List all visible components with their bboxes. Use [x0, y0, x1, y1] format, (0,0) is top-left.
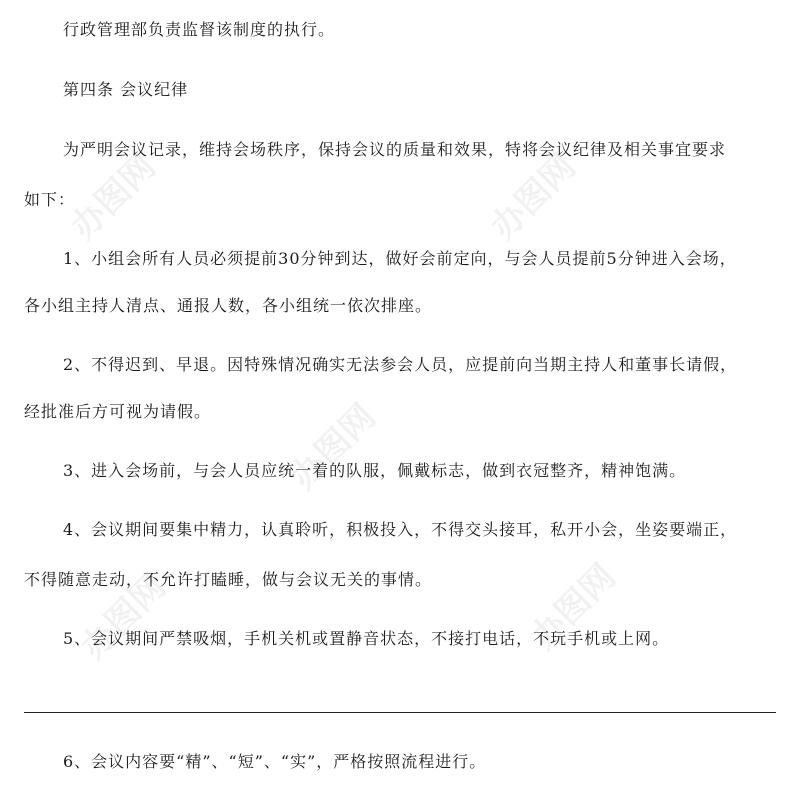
watermark: 办图网 — [483, 146, 584, 248]
watermark: 办图网 — [523, 556, 624, 658]
item-1-line2: 各小组主持人清点、通报人数，各小组统一依次排座。 — [24, 296, 433, 315]
item-4-line1: 4、会议期间要集中精力，认真聆听，积极投入，不得交头接耳，私开小会，坐姿要端正， — [63, 520, 738, 539]
item-5-line1: 5、会议期间严禁吸烟，手机关机或置静音状态，不接打电话，不玩手机或上网。 — [63, 629, 670, 648]
intro-line: 行政管理部负责监督该制度的执行。 — [63, 20, 336, 39]
item-2-line2: 经批准后方可视为请假。 — [24, 402, 212, 421]
item-6-line1: 6、会议内容要“精”、“短”、“实”，严格按照流程进行。 — [63, 752, 487, 771]
watermark: 办图网 — [283, 396, 384, 498]
paragraph-intro-line1: 为严明会议记录，维持会场秩序，保持会议的质量和效果，特将会议纪律及相关事宜要求 — [63, 140, 727, 159]
paragraph-intro-line2: 如下： — [24, 190, 76, 209]
item-4-line2: 不得随意走动，不允许打瞌睡，做与会议无关的事情。 — [24, 570, 433, 589]
item-1-line1: 1、小组会所有人员必须提前30分钟到达，做好会前定向，与会人员提前5分钟进入会场， — [63, 249, 737, 268]
page-divider — [24, 712, 776, 713]
watermark: 办图网 — [73, 566, 174, 668]
watermark: 办图网 — [63, 146, 164, 248]
item-2-line1: 2、不得迟到、早退。因特殊情况确实无法参会人员，应提前向当期主持人和董事长请假， — [63, 355, 738, 374]
section-heading: 第四条 会议纪律 — [63, 80, 189, 99]
item-3-line1: 3、进入会场前，与会人员应统一着的队服，佩戴标志，做到衣冠整齐，精神饱满。 — [63, 461, 687, 480]
